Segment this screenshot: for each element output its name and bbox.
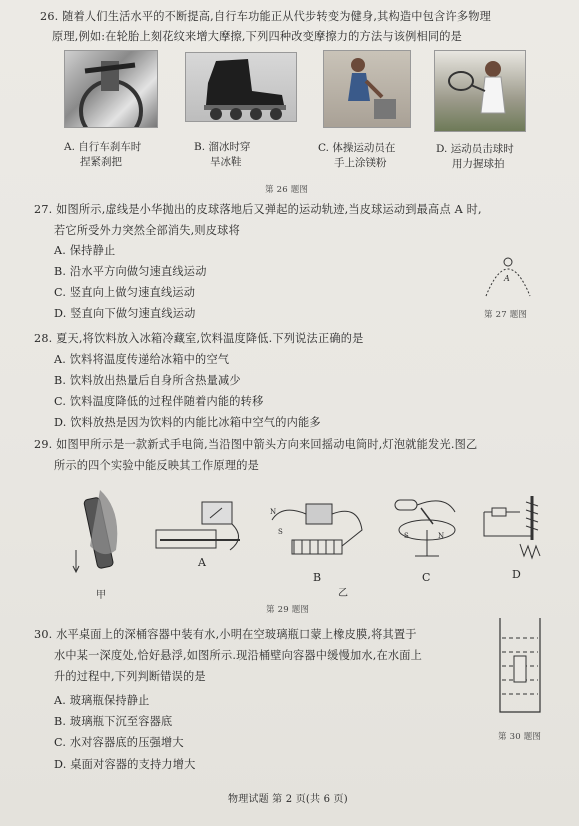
q27-point-label: A bbox=[504, 274, 510, 283]
switch-icon bbox=[492, 508, 506, 516]
q29-figure-caption: 第 29 题图 bbox=[266, 605, 310, 615]
experiment-c-figure bbox=[385, 494, 465, 564]
fig-yi-label: 乙 bbox=[338, 588, 348, 599]
fig-b-pole-s: S bbox=[278, 528, 283, 536]
page-footer: 物理试题 第 2 页(共 6 页) bbox=[228, 794, 348, 805]
iron-filings-icon bbox=[520, 544, 540, 558]
bicycle-brake-icon bbox=[65, 51, 157, 127]
shake-arrow-icon bbox=[73, 550, 79, 572]
q28-option-a: A. 饮料将温度传递给冰箱中的空气 bbox=[54, 353, 230, 366]
q26-figure-caption: 第 26 题图 bbox=[265, 185, 309, 195]
fig-jia-label: 甲 bbox=[96, 590, 106, 601]
fig-label-c: C bbox=[422, 571, 431, 584]
q29-stem-line2: 所示的四个实验中能反映其工作原理的是 bbox=[54, 459, 259, 472]
gymnast-icon bbox=[324, 51, 410, 127]
experiment-d-figure bbox=[480, 492, 550, 560]
q30-stem-line1: 30. 水平桌面上的深桶容器中装有水,小明在空玻璃瓶口蒙上橡皮膜,将其置于 bbox=[34, 628, 417, 641]
q30-figure-caption: 第 30 题图 bbox=[498, 732, 542, 742]
q30-option-b: B. 玻璃瓶下沉至容器底 bbox=[54, 715, 173, 728]
fig-label-a: A bbox=[198, 556, 206, 569]
q26-stem-line1: 26. 随着人们生活水平的不断提高,自行车功能正从代步转变为健身,其构造中包含许多物理 bbox=[40, 10, 492, 23]
bicycle-brake-photo bbox=[64, 50, 158, 128]
glass-bottle-icon bbox=[514, 656, 526, 682]
q27-option-a: A. 保持静止 bbox=[54, 244, 116, 257]
q30-option-c: C. 水对容器底的压强增大 bbox=[54, 736, 184, 749]
q26-option-b-line1: B. 溜冰时穿 bbox=[194, 141, 251, 153]
fig-b-pole-n: N bbox=[270, 508, 277, 516]
q28-stem: 28. 夏天,将饮料放入冰箱冷藏室,饮料温度降低.下列说法正确的是 bbox=[34, 332, 364, 345]
q26-option-c-line2: 手上涂镁粉 bbox=[334, 157, 387, 169]
inline-skate-icon bbox=[186, 53, 296, 121]
bar-magnet-icon bbox=[395, 500, 417, 510]
inline-skate-photo bbox=[185, 52, 297, 122]
flashlight-hand-figure bbox=[70, 480, 130, 580]
q26-option-a-line2: 捏紧刹把 bbox=[80, 156, 122, 168]
tennis-player-icon bbox=[435, 51, 525, 131]
q26-option-d-line1: D. 运动员击球时 bbox=[436, 143, 514, 155]
q30-stem-line3: 升的过程中,下列判断错误的是 bbox=[54, 670, 206, 683]
q27-option-c: C. 竖直向上做匀速直线运动 bbox=[54, 286, 196, 299]
q28-option-c: C. 饮料温度降低的过程伴随着内能的转移 bbox=[54, 395, 264, 408]
battery-icon bbox=[306, 504, 332, 524]
q26-option-c-line1: C. 体操运动员在 bbox=[318, 142, 396, 154]
experiment-a-figure bbox=[150, 498, 250, 558]
tennis-player-photo bbox=[434, 50, 526, 132]
q29-stem-line1: 29. 如图甲所示是一款新式手电筒,当沿图中箭头方向来回摇动电筒时,灯泡就能发光.图乙 bbox=[34, 438, 478, 451]
gymnast-chalk-photo bbox=[323, 50, 411, 128]
q26-option-b-line2: 旱冰鞋 bbox=[210, 156, 242, 168]
q30-option-a: A. 玻璃瓶保持静止 bbox=[54, 694, 150, 707]
q26-stem-line2: 原理,例如:在轮胎上刻花纹来增大摩擦,下列四种改变摩擦力的方法与该例相同的是 bbox=[52, 30, 463, 43]
q26-option-a-line1: A. 自行车刹车时 bbox=[64, 141, 142, 153]
q28-option-b: B. 饮料放出热量后自身所含热量减少 bbox=[54, 374, 241, 387]
galvanometer-icon bbox=[202, 502, 232, 524]
fig-label-d: D bbox=[512, 568, 521, 581]
q27-stem-line1: 27. 如图所示,虚线是小华抛出的皮球落地后又弹起的运动轨迹,当皮球运动到最高点 A 时, bbox=[34, 203, 482, 216]
q27-stem-line2: 若它所受外力突然全部消失,则皮球将 bbox=[54, 224, 240, 237]
q28-option-d: D. 饮料放热是因为饮料的内能比冰箱中空气的内能多 bbox=[54, 416, 321, 429]
q30-stem-line2: 水中某一深度处,恰好悬浮,如图所示.现沿桶壁向容器中缓慢加水,在水面上 bbox=[54, 649, 423, 662]
ball-icon bbox=[504, 258, 512, 266]
fig-c-pole-s: S bbox=[404, 532, 409, 540]
q27-figure-caption: 第 27 题图 bbox=[484, 310, 528, 320]
q30-option-d: D. 桌面对容器的支持力增大 bbox=[54, 758, 196, 771]
q26-option-d-line2: 用力握球拍 bbox=[452, 158, 505, 170]
fig-c-pole-n: N bbox=[438, 532, 445, 540]
q27-option-d: D. 竖直向下做匀速直线运动 bbox=[54, 307, 196, 320]
water-container-figure bbox=[490, 616, 550, 720]
fig-label-b: B bbox=[313, 571, 322, 584]
q27-option-b: B. 沿水平方向做匀速直线运动 bbox=[54, 265, 207, 278]
